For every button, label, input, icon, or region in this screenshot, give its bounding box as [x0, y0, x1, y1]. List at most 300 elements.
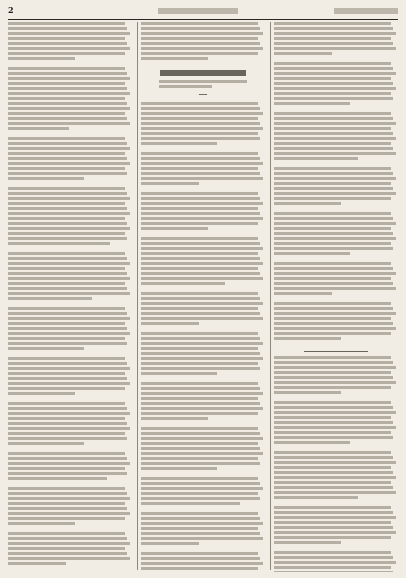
masthead-rule [8, 19, 398, 20]
illegible-text-line [8, 507, 127, 510]
page-number: 2 [8, 5, 14, 15]
illegible-text-line [141, 462, 260, 465]
illegible-text-line [141, 117, 258, 120]
illegible-text-line [274, 122, 396, 125]
illegible-text-line [8, 322, 125, 325]
illegible-text-line [141, 427, 258, 430]
illegible-text-line [274, 132, 393, 135]
illegible-text-line [274, 312, 396, 315]
illegible-text-line [274, 232, 393, 235]
illegible-text-line [274, 481, 391, 484]
illegible-text-line [141, 522, 263, 525]
illegible-text-line [8, 217, 125, 220]
illegible-text-line [8, 437, 127, 440]
illegible-text-line [8, 22, 125, 25]
illegible-text-line [141, 262, 263, 265]
illegible-text-line [141, 267, 258, 270]
illegible-text-line [141, 192, 258, 195]
illegible-text-line [274, 381, 396, 384]
illegible-text-line [141, 217, 263, 220]
illegible-text-line [141, 417, 208, 420]
illegible-text-line [8, 127, 69, 130]
illegible-text-line [8, 77, 130, 80]
paragraph-gap [274, 342, 398, 347]
illegible-text-line [274, 267, 393, 270]
illegible-text-line [274, 222, 396, 225]
illegible-text-line [8, 307, 125, 310]
illegible-text-line [141, 457, 258, 460]
illegible-text-line [8, 97, 125, 100]
illegible-text-line [141, 537, 263, 540]
illegible-text-line [141, 177, 263, 180]
column-3 [274, 22, 398, 572]
illegible-text-line [274, 287, 396, 290]
masthead-title-text [158, 8, 238, 14]
illegible-text-line [274, 192, 396, 195]
illegible-text-line [274, 516, 396, 519]
illegible-text-line [274, 152, 396, 155]
illegible-text-line [141, 102, 258, 105]
illegible-text-line [8, 537, 127, 540]
illegible-text-line [8, 82, 125, 85]
illegible-text-line [274, 451, 391, 454]
illegible-text-line [274, 521, 391, 524]
illegible-text-line [8, 502, 125, 505]
illegible-text-line [274, 307, 393, 310]
section-separator [304, 351, 368, 352]
illegible-text-line [8, 192, 127, 195]
illegible-text-line [141, 532, 260, 535]
illegible-text-line [274, 361, 393, 364]
illegible-text-line [141, 567, 258, 570]
illegible-text-line [274, 217, 393, 220]
illegible-text-line [274, 421, 393, 424]
illegible-text-line [8, 287, 127, 290]
illegible-text-line [141, 292, 258, 295]
illegible-text-line [274, 142, 391, 145]
illegible-text-line [8, 392, 75, 395]
illegible-text-line [274, 476, 396, 479]
illegible-text-line [8, 37, 125, 40]
illegible-text-line [274, 37, 391, 40]
illegible-text-line [8, 402, 125, 405]
illegible-text-line [141, 372, 217, 375]
illegible-text-line [274, 247, 393, 250]
illegible-text-line [8, 297, 92, 300]
illegible-text-line [8, 432, 125, 435]
masthead-date-text [334, 8, 398, 14]
illegible-text-line [8, 357, 125, 360]
illegible-text-line [8, 52, 125, 55]
illegible-text-line [274, 411, 396, 414]
illegible-text-line [274, 471, 393, 474]
illegible-text-line [274, 112, 391, 115]
illegible-text-line [141, 242, 260, 245]
illegible-text-line [274, 197, 391, 200]
headline [141, 70, 265, 76]
illegible-text-line [141, 272, 260, 275]
illegible-text-line [274, 227, 391, 230]
illegible-text-line [274, 92, 391, 95]
illegible-text-line [274, 541, 341, 544]
illegible-text-line [141, 322, 199, 325]
illegible-text-line [141, 252, 258, 255]
illegible-text-line [141, 482, 260, 485]
illegible-text-line [8, 47, 130, 50]
illegible-text-line [141, 282, 225, 285]
illegible-text-line [8, 457, 127, 460]
illegible-text-line [141, 142, 217, 145]
illegible-text-line [274, 376, 393, 379]
illegible-text-line [274, 202, 341, 205]
illegible-text-line [8, 252, 125, 255]
illegible-text-line [8, 472, 127, 475]
illegible-text-line [8, 212, 130, 215]
illegible-text-line [274, 566, 391, 569]
illegible-text-line [274, 67, 393, 70]
illegible-text-line [8, 67, 125, 70]
illegible-text-line [274, 391, 341, 394]
illegible-text-line [8, 202, 125, 205]
illegible-text-line [141, 57, 208, 60]
illegible-text-line [274, 52, 332, 55]
illegible-text-line [8, 242, 110, 245]
illegible-text-line [141, 197, 260, 200]
illegible-text-line [274, 401, 391, 404]
illegible-text-line [274, 371, 391, 374]
illegible-text-line [141, 227, 208, 230]
illegible-text-line [8, 262, 130, 265]
illegible-text-line [8, 542, 130, 545]
illegible-text-line [274, 491, 396, 494]
illegible-text-line [8, 367, 130, 370]
illegible-text-line [141, 467, 217, 470]
illegible-text-line [8, 342, 127, 345]
illegible-text-line [274, 62, 391, 65]
illegible-text-line [274, 327, 396, 330]
illegible-text-line [8, 387, 125, 390]
illegible-text-line [8, 267, 125, 270]
illegible-text-line [274, 571, 393, 572]
illegible-text-line [141, 27, 260, 30]
illegible-text-line [141, 312, 260, 315]
illegible-text-line [141, 517, 260, 520]
illegible-text-line [141, 212, 260, 215]
illegible-text-line [8, 532, 125, 535]
illegible-text-line [274, 441, 350, 444]
illegible-text-line [274, 147, 393, 150]
illegible-text-line [274, 506, 391, 509]
illegible-text-line [141, 332, 258, 335]
illegible-text-line [141, 157, 260, 160]
illegible-text-line [8, 157, 127, 160]
illegible-text-line [274, 82, 393, 85]
illegible-text-line [141, 432, 260, 435]
illegible-text-line [141, 182, 199, 185]
illegible-text-line [274, 72, 396, 75]
illegible-text-line [8, 427, 130, 430]
illegible-text-line [8, 547, 125, 550]
illegible-text-line [141, 382, 258, 385]
illegible-text-line [141, 47, 263, 50]
illegible-text-line [274, 32, 396, 35]
illegible-text-line [8, 487, 125, 490]
illegible-text-line [141, 407, 263, 410]
illegible-text-line [274, 337, 341, 340]
illegible-text-line [274, 466, 391, 469]
illegible-text-line [141, 367, 260, 370]
illegible-text-line [8, 237, 127, 240]
illegible-text-line [274, 102, 350, 105]
illegible-text-line [8, 492, 127, 495]
column-1 [8, 22, 132, 572]
illegible-text-line [274, 137, 396, 140]
illegible-text-line [8, 422, 127, 425]
illegible-text-line [8, 72, 127, 75]
illegible-text-line [274, 536, 391, 539]
illegible-text-line [141, 402, 260, 405]
illegible-text-line [8, 462, 130, 465]
illegible-text-line [8, 372, 125, 375]
illegible-text-line [141, 387, 260, 390]
illegible-text-line [141, 307, 258, 310]
illegible-text-line [8, 187, 125, 190]
illegible-text-line [274, 322, 393, 325]
illegible-text-line [8, 107, 130, 110]
illegible-text-line [8, 42, 127, 45]
illegible-text-line [8, 497, 130, 500]
illegible-text-line [274, 272, 396, 275]
illegible-text-line [141, 527, 258, 530]
illegible-text-line [274, 277, 391, 280]
illegible-text-line [274, 531, 396, 534]
illegible-text-line [8, 167, 125, 170]
illegible-text-line [8, 222, 127, 225]
illegible-text-line [8, 117, 127, 120]
masthead [8, 5, 398, 18]
illegible-text-line [274, 182, 391, 185]
illegible-text-line [274, 561, 396, 564]
illegible-text-line [274, 172, 393, 175]
illegible-text-line [8, 417, 125, 420]
illegible-text-line [141, 447, 260, 450]
illegible-text-line [8, 552, 127, 555]
illegible-text-line [8, 377, 127, 380]
illegible-text-line [274, 27, 393, 30]
illegible-text-line [274, 157, 358, 160]
illegible-text-line [8, 407, 127, 410]
illegible-text-line [141, 497, 260, 500]
illegible-text-line [141, 37, 258, 40]
illegible-text-line [8, 412, 130, 415]
illegible-text-line [274, 292, 332, 295]
illegible-text-line [274, 77, 391, 80]
illegible-text-line [141, 202, 263, 205]
illegible-text-line [274, 356, 391, 359]
illegible-text-line [274, 366, 396, 369]
illegible-text-line [141, 122, 260, 125]
illegible-text-line [8, 517, 125, 520]
illegible-text-line [8, 317, 130, 320]
illegible-text-line [274, 282, 393, 285]
illegible-text-line [141, 552, 258, 555]
illegible-text-line [141, 52, 258, 55]
illegible-text-line [141, 137, 260, 140]
illegible-text-line [8, 27, 127, 30]
illegible-text-line [8, 512, 130, 515]
illegible-text-line [141, 112, 263, 115]
illegible-text-line [141, 337, 260, 340]
illegible-text-line [8, 197, 130, 200]
illegible-text-line [141, 342, 263, 345]
illegible-text-line [8, 442, 84, 445]
illegible-text-line [141, 487, 263, 490]
illegible-text-line [8, 347, 84, 350]
illegible-text-line [8, 332, 130, 335]
illegible-text-line [274, 242, 391, 245]
illegible-text-line [8, 272, 127, 275]
illegible-text-line [8, 227, 130, 230]
illegible-text-line [141, 392, 263, 395]
illegible-text-line [141, 237, 258, 240]
headline-subtitle [159, 80, 247, 88]
illegible-text-line [274, 47, 396, 50]
illegible-text-line [141, 127, 263, 130]
illegible-text-line [141, 492, 258, 495]
illegible-text-line [274, 526, 393, 529]
illegible-text-line [274, 237, 396, 240]
illegible-text-line [8, 137, 125, 140]
illegible-text-line [141, 442, 258, 445]
illegible-text-line [141, 302, 263, 305]
illegible-text-line [274, 461, 396, 464]
illegible-text-line [8, 162, 130, 165]
column-divider [270, 22, 271, 570]
illegible-text-line [274, 406, 393, 409]
illegible-text-line [8, 292, 130, 295]
illegible-text-line [274, 551, 391, 554]
illegible-text-line [8, 87, 127, 90]
illegible-text-line [8, 557, 130, 560]
column-2 [141, 22, 265, 572]
illegible-text-line [141, 557, 260, 560]
illegible-text-line [141, 297, 260, 300]
illegible-text-line [141, 207, 258, 210]
illegible-text-line [274, 87, 396, 90]
illegible-text-line [274, 416, 391, 419]
illegible-text-line [141, 357, 263, 360]
illegible-text-line [141, 32, 263, 35]
illegible-text-line [141, 162, 263, 165]
illegible-text-line [274, 42, 393, 45]
illegible-text-line [159, 85, 212, 88]
illegible-text-line [8, 467, 125, 470]
illegible-text-line [274, 302, 391, 305]
illegible-text-line [141, 222, 258, 225]
illegible-text-line [274, 386, 391, 389]
illegible-text-line [8, 312, 127, 315]
illegible-text-line [141, 542, 199, 545]
illegible-text-line [8, 282, 125, 285]
illegible-text-line [141, 107, 260, 110]
illegible-text-line [8, 172, 127, 175]
illegible-text-line [141, 22, 258, 25]
illegible-text-line [274, 317, 391, 320]
illegible-text-line [8, 142, 127, 145]
illegible-text-line [274, 436, 393, 439]
illegible-text-line [8, 382, 130, 385]
illegible-text-line [141, 132, 258, 135]
illegible-text-line [8, 32, 130, 35]
illegible-text-line [141, 277, 263, 280]
illegible-text-line [8, 147, 130, 150]
illegible-text-line [8, 232, 125, 235]
illegible-text-line [8, 362, 127, 365]
illegible-text-line [274, 332, 391, 335]
illegible-text-line [159, 80, 247, 83]
illegible-text-line [274, 212, 391, 215]
illegible-text-line [274, 262, 391, 265]
illegible-text-line [8, 562, 66, 565]
illegible-text-line [274, 496, 358, 499]
illegible-text-line [8, 522, 75, 525]
illegible-text-line [8, 122, 130, 125]
illegible-text-line [141, 397, 258, 400]
illegible-text-line [141, 247, 263, 250]
illegible-text-line [141, 172, 260, 175]
illegible-text-line [8, 112, 125, 115]
illegible-text-line [274, 252, 350, 255]
illegible-text-line [141, 362, 258, 365]
illegible-text-line [274, 187, 393, 190]
illegible-text-line [141, 512, 258, 515]
paragraph-gap [141, 62, 265, 67]
illegible-text-line [8, 152, 125, 155]
illegible-text-line [274, 97, 393, 100]
illegible-text-line [8, 207, 127, 210]
illegible-text-line [141, 452, 263, 455]
illegible-text-line [8, 102, 127, 105]
illegible-text-line [141, 562, 263, 565]
illegible-text-line [274, 177, 396, 180]
illegible-text-line [274, 22, 391, 25]
illegible-text-line [274, 556, 393, 559]
illegible-text-line [274, 117, 393, 120]
illegible-text-line [274, 486, 393, 489]
illegible-text-line [8, 57, 75, 60]
illegible-text-line [8, 92, 130, 95]
illegible-text-line [141, 347, 258, 350]
illegible-text-line [8, 277, 130, 280]
illegible-text-line [141, 257, 260, 260]
illegible-text-line [8, 477, 107, 480]
illegible-text-line [8, 452, 125, 455]
illegible-text-line [141, 437, 263, 440]
illegible-text-line [141, 412, 258, 415]
illegible-text-line [8, 177, 84, 180]
illegible-text-line [8, 327, 127, 330]
illegible-text-line [274, 431, 391, 434]
illegible-text-line [274, 456, 393, 459]
illegible-text-line [141, 502, 240, 505]
illegible-text-line [141, 152, 258, 155]
illegible-text-line [274, 426, 396, 429]
column-divider [137, 22, 138, 570]
illegible-text-line [141, 317, 263, 320]
illegible-text-line [274, 167, 391, 170]
illegible-text-line [8, 337, 125, 340]
illegible-text-line [141, 167, 258, 170]
